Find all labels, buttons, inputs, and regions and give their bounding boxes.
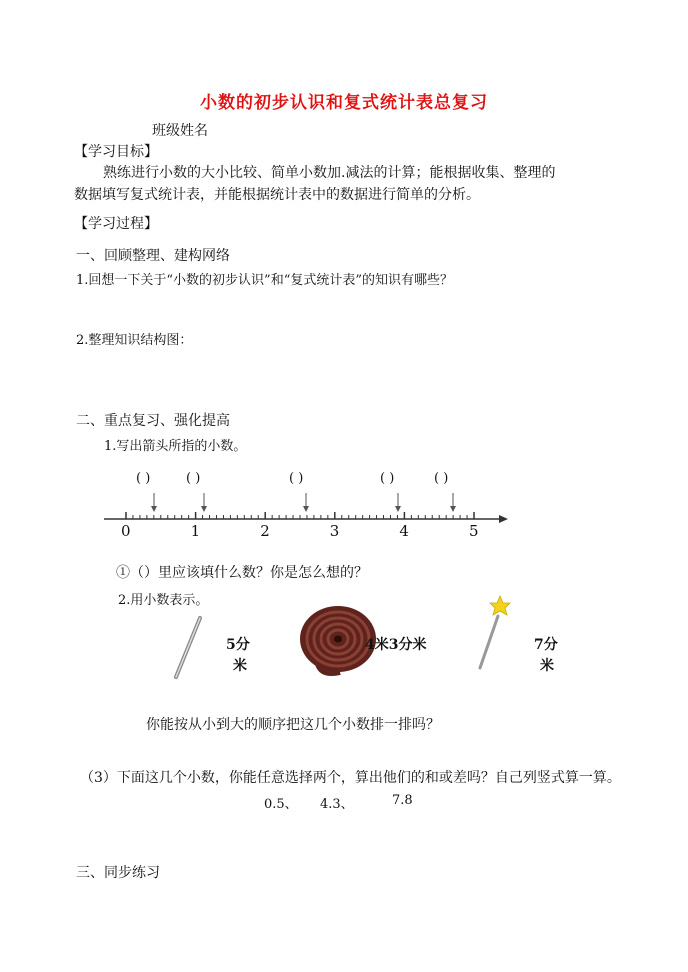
answer-bracket-2: ( ) [186, 471, 201, 486]
goals-heading: 【学习目标】 [74, 144, 158, 160]
tick-label: 0 [121, 522, 131, 540]
class-name-line: 班级姓名 [152, 123, 208, 139]
goals-line-2: 数据填写复式统计表，并能根据统计表中的数据进行简单的分析。 [74, 187, 480, 203]
tick-label: 1 [190, 522, 201, 540]
answer-bracket-3: ( ) [289, 471, 304, 486]
decimal-value-3: 7.8 [392, 793, 413, 808]
tick-label: 2 [260, 522, 270, 540]
section2-heading: 二、重点复习、强化提高 [76, 413, 230, 429]
stick-illustration [176, 618, 200, 677]
section1-question-2: 2.整理知识结构图： [76, 333, 193, 348]
order-question: 你能按从小到大的顺序把这几个小数排一排吗？ [146, 717, 440, 733]
answer-bracket-4: ( ) [380, 471, 395, 486]
tick-label: 4 [399, 522, 409, 540]
goals-line-1: 熟练进行小数的大小比较、简单小数加.减法的计算；能根据收集、整理的 [103, 165, 556, 181]
section1-heading: 一、回顾整理、建构网络 [76, 248, 230, 264]
section2-question-2: 2.用小数表示。 [118, 593, 209, 608]
section2-question-3: （3）下面这几个小数，你能任意选择两个，算出他们的和或差吗？自己列竖式算一算。 [80, 770, 621, 786]
tick-label: 5 [469, 522, 479, 540]
wand-length-label: 7分 [534, 637, 558, 653]
process-heading: 【学习过程】 [74, 216, 158, 232]
magic-wand-illustration [480, 596, 510, 668]
stick-length-label: 5分 [226, 637, 250, 653]
section3-heading: 三、同步练习 [76, 865, 160, 881]
decimal-value-1: 0.5、 [264, 797, 298, 812]
wand-length-unit: 米 [540, 658, 554, 674]
answer-bracket-5: ( ) [434, 471, 449, 486]
number-line-arrowhead [499, 515, 508, 523]
answer-bracket-1: ( ) [136, 471, 151, 486]
section2-question-1: 1.写出箭头所指的小数。 [104, 439, 247, 454]
tick-label: 3 [329, 522, 340, 540]
stick-length-unit-partial: 米 [233, 658, 247, 674]
decimal-value-2: 4.3、 [320, 797, 354, 812]
page-title: 小数的初步认识和复式统计表总复习 [200, 93, 488, 113]
section1-question-1: 1.回想一下关于“小数的初步认识”和“复式统计表”的知识有哪些？ [76, 273, 453, 288]
section2-question-1-sub: ①（）里应该填什么数？你是怎么想的？ [116, 565, 368, 581]
rope-length-label: 4米3分米 [365, 637, 427, 653]
